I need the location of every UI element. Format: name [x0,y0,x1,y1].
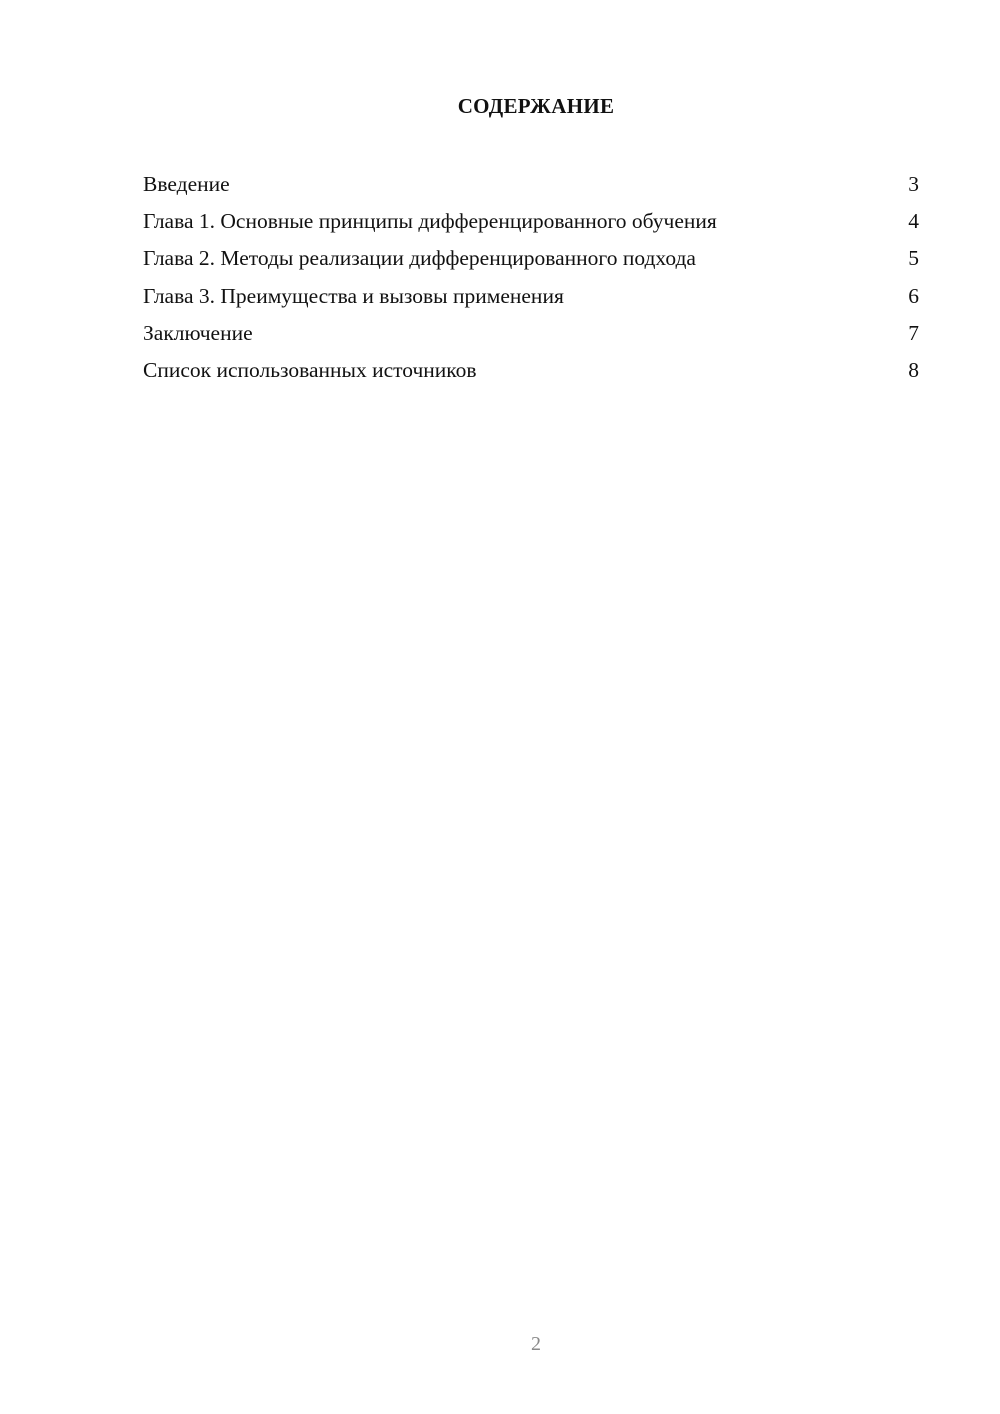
toc-entry-chapter-2 [143,240,919,277]
toc-entry-chapter-1 [143,203,919,240]
toc-entry-label: Введение [143,172,230,196]
toc-entry-page: 4 [908,209,919,234]
toc-entry-introduction [143,166,919,203]
toc-entry-page: 5 [908,246,919,271]
toc-entry-page: 8 [908,357,919,382]
toc-entry-label: Список использованных источников [143,357,477,382]
toc-entry-page: 6 [908,283,919,308]
toc-entry-references [143,352,919,389]
toc-entry-chapter-3 [143,278,919,315]
toc-entry-label: Глава 2. Методы реализации дифференцированного подхода [143,246,696,271]
toc-entry-label: Заключение [143,320,253,345]
toc-entry-label: Глава 1. Основные принципы дифференцированного обучения [143,209,717,234]
toc-title: СОДЕРЖАНИЕ [457,94,615,118]
toc-entry-page: 3 [908,172,919,196]
toc-entry-page: 7 [908,320,919,345]
page-number: 2 [531,1333,541,1355]
table-of-contents [143,166,919,389]
toc-entry-label: Глава 3. Преимущества и вызовы применения [143,283,564,308]
toc-entry-conclusion [143,315,919,352]
